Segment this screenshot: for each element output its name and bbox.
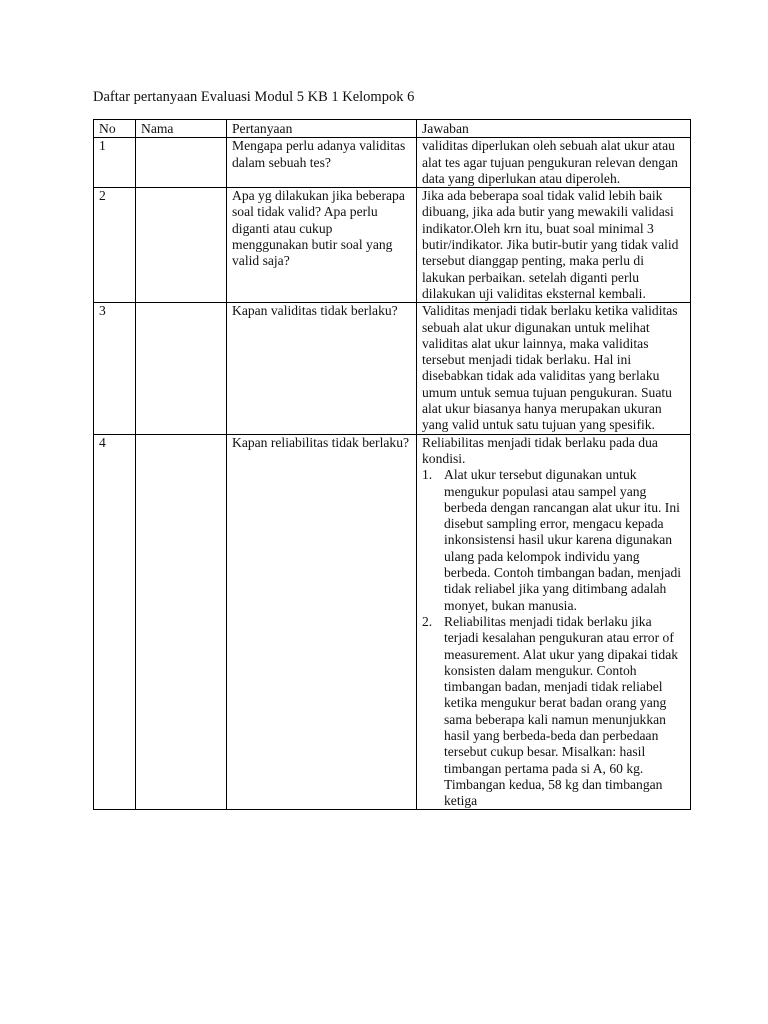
document-title: Daftar pertanyaan Evaluasi Modul 5 KB 1 Kelompok 6	[93, 89, 415, 105]
table-row	[94, 138, 691, 188]
cell-nama	[136, 138, 227, 188]
answer-intro: Reliabilitas menjadi tidak berlaku pada dua kondisi.	[422, 434, 658, 466]
header-nama: Nama	[136, 120, 227, 138]
list-number: 1.	[422, 467, 433, 483]
cell-nama	[136, 188, 227, 303]
cell-no: 4	[94, 434, 136, 810]
cell-pertanyaan: Mengapa perlu adanya validitas dalam sebuah tes?	[227, 138, 417, 188]
cell-pertanyaan: Apa yg dilakukan jika beberapa soal tidak valid? Apa perlu diganti atau cukup menggunakan butir soal yang valid saja?	[227, 188, 417, 303]
cell-jawaban: Jika ada beberapa soal tidak valid lebih baik dibuang, jika ada butir yang mewakili validasi indikator.Oleh krn itu, buat soal minimal 3 butir/indikator. Jika butir-butir yang tidak valid tersebut dianggap penting, maka perlu di lakukan perbaikan. setelah diganti perlu dilakukan uji validitas eksternal kembali.	[417, 188, 691, 303]
cell-nama	[136, 434, 227, 810]
cell-no: 1	[94, 138, 136, 188]
cell-no: 3	[94, 303, 136, 434]
header-pertanyaan: Pertanyaan	[227, 120, 417, 138]
answer-list-item	[422, 613, 686, 810]
cell-pertanyaan: Kapan reliabilitas tidak berlaku?	[227, 434, 417, 810]
table-row	[94, 188, 691, 303]
header-no: No	[94, 120, 136, 138]
cell-pertanyaan: Kapan validitas tidak berlaku?	[227, 303, 417, 434]
table-header-row	[94, 120, 691, 138]
list-number: 2.	[422, 613, 433, 629]
cell-nama	[136, 303, 227, 434]
list-item-text: Alat ukur tersebut digunakan untuk mengukur populasi atau sampel yang berbeda dengan rancangan alat ukur itu. Ini disebut sampling error, mengacu kepada inkonsistensi hasil ukur karena digunakan ulang pada kelompok individu yang berbeda. Contoh timbangan badan, menjadi tidak reliabel jika yang ditimbang adalah monyet, bukan manusia.	[444, 467, 682, 613]
answer-list	[422, 467, 686, 809]
table-row	[94, 303, 691, 434]
answer-list-item	[422, 467, 686, 614]
cell-jawaban	[417, 434, 691, 810]
list-item-text: Reliabilitas menjadi tidak berlaku jika terjadi kesalahan pengukuran atau error of measurement. Alat ukur yang dipakai tidak konsisten dalam mengukur. Contoh timbangan badan, menjadi tidak reliabel ketika mengukur berat badan orang yang sama beberapa kali namun menunjukkan hasil yang berbeda-beda dan perbedaan tersebut cukup besar. Misalkan: hasil timbangan pertama pada si A, 60 kg. Timbangan kedua, 58 kg dan timbangan ketiga	[444, 613, 679, 809]
question-table	[93, 119, 691, 810]
cell-jawaban: validitas diperlukan oleh sebuah alat ukur atau alat tes agar tujuan pengukuran relevan dengan data yang diperlukan atau diperoleh.	[417, 138, 691, 188]
cell-jawaban: Validitas menjadi tidak berlaku ketika validitas sebuah alat ukur digunakan untuk melihat validitas alat ukur lainnya, maka validitas tersebut menjadi tidak berlaku. Hal ini disebabkan tidak ada validitas yang berlaku umum untuk semua tujuan pengukuran. Suatu alat ukur biasanya hanya merupakan ukuran yang valid untuk satu tujuan yang spesifik.	[417, 303, 691, 434]
cell-no: 2	[94, 188, 136, 303]
header-jawaban: Jawaban	[417, 120, 691, 138]
table-row	[94, 434, 691, 810]
